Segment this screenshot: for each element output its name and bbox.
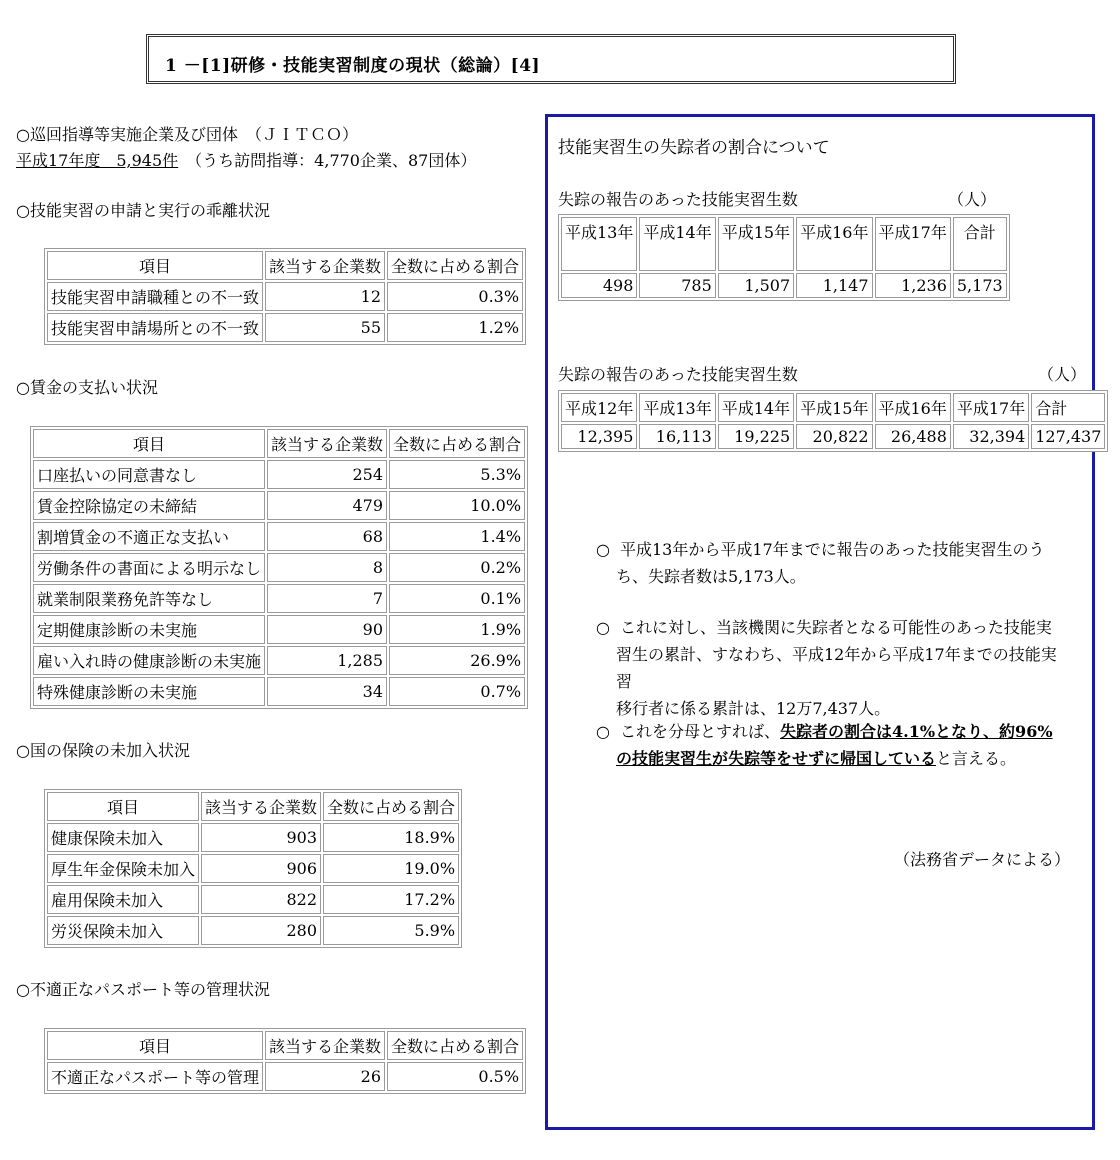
- row-ratio: 26.9%: [389, 646, 525, 675]
- header-item: 項目: [33, 429, 265, 458]
- row-label: 就業制限業務免許等なし: [33, 584, 265, 613]
- row-count: 903: [201, 823, 321, 852]
- row-count: 90: [267, 615, 387, 644]
- section4-heading: ○不適正なパスポート等の管理状況: [16, 980, 270, 999]
- row-count: 26: [265, 1062, 385, 1091]
- row-label: 技能実習申請場所との不一致: [47, 313, 263, 342]
- header-total: 合計: [953, 217, 1007, 271]
- header-year: 平成14年: [718, 393, 794, 422]
- header-ratio: 全数に占める割合: [323, 792, 459, 821]
- row-count: 1,285: [267, 646, 387, 675]
- table-row: [47, 916, 459, 945]
- table-header-row: [47, 251, 523, 280]
- note-2-line-3: 移行者に係る累計は、12万7,437人。: [616, 699, 891, 718]
- row-count: 822: [201, 885, 321, 914]
- value-cell: 19,225: [718, 424, 794, 449]
- page-title-box: [146, 34, 956, 84]
- circle-bullet-icon: ○: [596, 722, 610, 741]
- row-label: 雇用保険未加入: [47, 885, 199, 914]
- total-cell: 127,437: [1031, 424, 1105, 449]
- header-year: 平成17年: [953, 393, 1029, 422]
- circle-bullet-icon: ○: [596, 540, 610, 559]
- header-year: 平成15年: [796, 393, 872, 422]
- table1-caption: 失踪の報告のあった技能実習生数: [558, 190, 798, 209]
- section1-table: [44, 248, 526, 345]
- section3-table: [44, 789, 462, 948]
- row-ratio: 10.0%: [389, 491, 525, 520]
- row-ratio: 1.2%: [387, 313, 523, 342]
- note-2: [596, 614, 1066, 722]
- note-3-emphasis-1: 失踪者の割合は4.1%となり、約96%: [780, 722, 1053, 741]
- table-row: [47, 282, 523, 311]
- table2-unit: （人）: [1038, 365, 1087, 384]
- total-cell: 5,173: [953, 273, 1007, 298]
- value-cell: 498: [561, 273, 637, 298]
- row-label: 雇い入れ時の健康診断の未実施: [33, 646, 265, 675]
- circle-bullet-icon: ○: [596, 618, 610, 637]
- table-row: [33, 584, 525, 613]
- jitco-breakdown: （うち訪問指導：4,770企業、87団体）: [178, 151, 477, 170]
- row-count: 7: [267, 584, 387, 613]
- section4-table: [44, 1028, 526, 1094]
- header-count: 該当する企業数: [267, 429, 387, 458]
- value-cell: 20,822: [796, 424, 872, 449]
- header-item: 項目: [47, 1031, 263, 1060]
- value-cell: 32,394: [953, 424, 1029, 449]
- section1-heading: ○技能実習の申請と実行の乖離状況: [16, 201, 270, 220]
- row-label: 労災保険未加入: [47, 916, 199, 945]
- row-ratio: 0.7%: [389, 677, 525, 706]
- row-ratio: 5.3%: [389, 460, 525, 489]
- source-note: （法務省データによる）: [893, 850, 1070, 869]
- row-ratio: 1.4%: [389, 522, 525, 551]
- table-row: [47, 854, 459, 883]
- header-ratio: 全数に占める割合: [389, 429, 525, 458]
- note-3-prefix: これを分母とすれば、: [620, 722, 781, 741]
- header-count: 該当する企業数: [265, 1031, 385, 1060]
- header-count: 該当する企業数: [265, 251, 385, 280]
- header-year: 平成15年: [718, 217, 794, 271]
- row-label: 賃金控除協定の未締結: [33, 491, 265, 520]
- note-3-emphasis-2: の技能実習生が失踪等をせずに帰国している: [616, 749, 937, 768]
- table-header-row: [561, 217, 1007, 271]
- table-header-row: [561, 393, 1105, 422]
- note-3-line-2: [596, 745, 1066, 772]
- header-year: 平成17年: [875, 217, 951, 271]
- row-ratio: 18.9%: [323, 823, 459, 852]
- table-row: [33, 615, 525, 644]
- table-header-row: [33, 429, 525, 458]
- table-row: [33, 677, 525, 706]
- jitco-count: 平成17年度 5,945件: [16, 151, 179, 170]
- section3-heading: ○国の保険の未加入状況: [16, 741, 190, 760]
- row-ratio: 5.9%: [323, 916, 459, 945]
- table-row: [47, 885, 459, 914]
- value-cell: 1,507: [718, 273, 794, 298]
- header-year: 平成13年: [561, 217, 637, 271]
- note-1: [596, 536, 1066, 590]
- table-row: [33, 460, 525, 489]
- row-ratio: 17.2%: [323, 885, 459, 914]
- row-count: 906: [201, 854, 321, 883]
- header-ratio: 全数に占める割合: [387, 251, 523, 280]
- header-year: 平成16年: [875, 393, 951, 422]
- header-count: 該当する企業数: [201, 792, 321, 821]
- table-row: [47, 1062, 523, 1091]
- row-count: 8: [267, 553, 387, 582]
- row-count: 280: [201, 916, 321, 945]
- row-ratio: 1.9%: [389, 615, 525, 644]
- row-label: 労働条件の書面による明示なし: [33, 553, 265, 582]
- row-count: 12: [265, 282, 385, 311]
- row-count: 55: [265, 313, 385, 342]
- row-count: 34: [267, 677, 387, 706]
- header-year: 平成16年: [796, 217, 872, 271]
- table-row: [47, 313, 523, 342]
- panel-heading: 技能実習生の失踪者の割合について: [558, 138, 830, 158]
- header-year: 平成13年: [639, 393, 715, 422]
- header-ratio: 全数に占める割合: [387, 1031, 523, 1060]
- header-total: 合計: [1031, 393, 1105, 422]
- row-count: 68: [267, 522, 387, 551]
- section2-table: [30, 426, 528, 709]
- row-ratio: 19.0%: [323, 854, 459, 883]
- table-header-row: [47, 1031, 523, 1060]
- table-header-row: [47, 792, 459, 821]
- note-2-line-2: 習生の累計、すなわち、平成12年から平成17年までの技能実習: [616, 645, 1057, 691]
- row-label: 割増賃金の不適正な支払い: [33, 522, 265, 551]
- section2-heading: ○賃金の支払い状況: [16, 378, 158, 397]
- header-item: 項目: [47, 792, 199, 821]
- header-year: 平成12年: [561, 393, 637, 422]
- row-label: 特殊健康診断の未実施: [33, 677, 265, 706]
- table-row: [561, 273, 1007, 298]
- value-cell: 12,395: [561, 424, 637, 449]
- jitco-heading: ○巡回指導等実施企業及び団体 （ＪＩＴＣＯ）: [16, 125, 358, 144]
- row-ratio: 0.3%: [387, 282, 523, 311]
- table-row: [33, 522, 525, 551]
- row-label: 定期健康診断の未実施: [33, 615, 265, 644]
- row-count: 479: [267, 491, 387, 520]
- table-row: [33, 491, 525, 520]
- page-title: 1 －[1]研修・技能実習制度の現状（総論）[4]: [165, 56, 541, 76]
- row-label: 技能実習申請職種との不一致: [47, 282, 263, 311]
- jitco-summary: [16, 148, 476, 171]
- note-1-line-1: 平成13年から平成17年までに報告のあった技能実習生のう: [620, 540, 1045, 559]
- missing-table-1: [558, 214, 1010, 301]
- value-cell: 1,147: [796, 273, 872, 298]
- value-cell: 1,236: [875, 273, 951, 298]
- note-3: [596, 718, 1066, 772]
- row-ratio: 0.1%: [389, 584, 525, 613]
- missing-trainees-panel: [545, 114, 1102, 1130]
- value-cell: 785: [639, 273, 715, 298]
- row-label: 不適正なパスポート等の管理: [47, 1062, 263, 1091]
- table-row: [47, 823, 459, 852]
- row-count: 254: [267, 460, 387, 489]
- note-2-line-1: これに対し、当該機関に失踪者となる可能性のあった技能実: [620, 618, 1052, 637]
- header-year: 平成14年: [639, 217, 715, 271]
- table-row: [561, 424, 1105, 449]
- value-cell: 26,488: [875, 424, 951, 449]
- note-1-line-2: ち、失踪者数は5,173人。: [616, 567, 806, 586]
- row-label: 健康保険未加入: [47, 823, 199, 852]
- row-ratio: 0.2%: [389, 553, 525, 582]
- table1-unit: （人）: [948, 190, 997, 209]
- table-row: [33, 646, 525, 675]
- row-label: 口座払いの同意書なし: [33, 460, 265, 489]
- row-label: 厚生年金保険未加入: [47, 854, 199, 883]
- row-ratio: 0.5%: [387, 1062, 523, 1091]
- value-cell: 16,113: [639, 424, 715, 449]
- missing-table-2: [558, 390, 1108, 452]
- table-row: [33, 553, 525, 582]
- note-3-suffix: と言える。: [936, 749, 1017, 768]
- table2-caption: 失踪の報告のあった技能実習生数: [558, 365, 798, 384]
- header-item: 項目: [47, 251, 263, 280]
